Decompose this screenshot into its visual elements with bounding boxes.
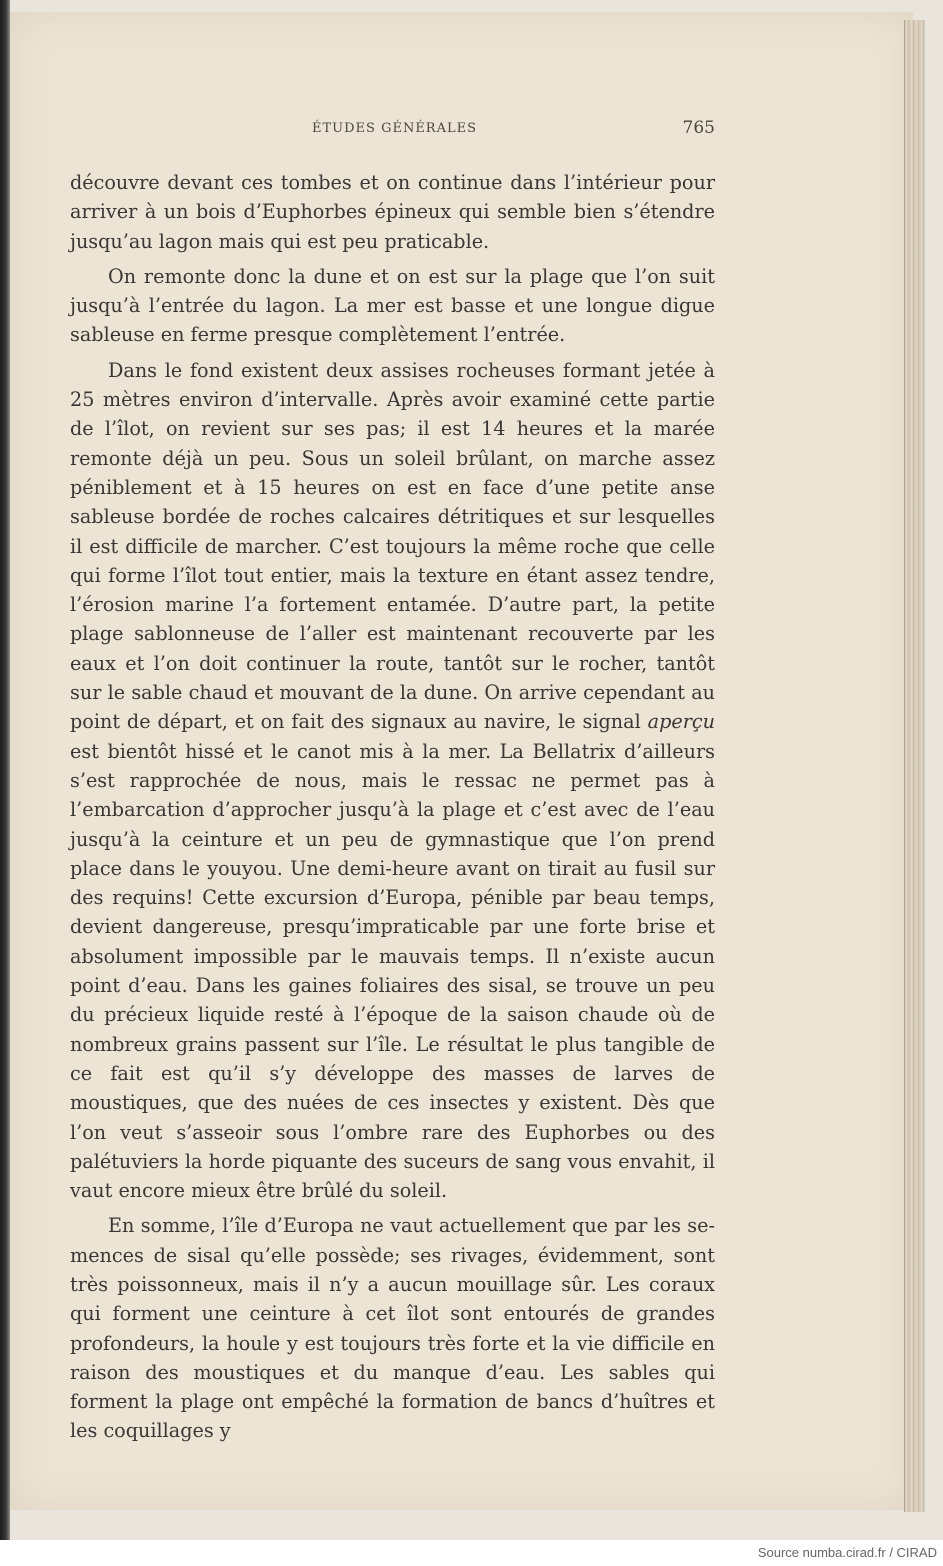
page-number: 765 bbox=[682, 118, 715, 138]
paragraph-3 bbox=[70, 356, 715, 1206]
source-credit: Source numba.cirad.fr / CIRAD bbox=[757, 1545, 937, 1560]
paragraph-3-part-a: Dans le fond existent deux assises rocheuses formant jetée à 25 mètres environ d’intervalle. Après avoir examiné cette partie de l’îlot, on revient sur ses pas; il est 14 heures et la marée remonte déjà un peu. Sous un soleil brûlant, on marche assez péniblement et à 15 heures on est en face d’une petite anse sableuse bordée de roches calcaires détritiques et sur lesquelles il est difficile de marcher. C’est toujours la même roche que celle qui forme l’îlot tout entier, mais la texture en étant assez tendre, l’érosion marine l’a fortement entamée. D’autre part, la petite plage sablonneuse de l’aller est maintenant recouverte par les eaux et l’on doit continuer la route, tantôt sur le rocher, tantôt sur le sable chaud et mouvant de la dune. On arrive cependant au point de départ, et on fait des signaux au navire, le signal bbox=[70, 358, 715, 734]
book-binding-edge bbox=[0, 0, 10, 1540]
paragraph-1: découvre devant ces tombes et on continue dans l’intérieur pour arriver à un bois d’Euphorbes épineux qui semble bien s’étendre jusqu’au lagon mais qui est peu praticable. bbox=[70, 171, 715, 253]
body-text bbox=[70, 168, 715, 1446]
paragraph-2: On remonte donc la dune et on est sur la plage que l’on suit jusqu’à l’entrée du lagon. La mer est basse et une longue digue sableuse en ferme presque complètement l’entrée. bbox=[70, 264, 715, 347]
paragraph-4: En somme, l’île d’Europa ne vaut actuellement que par les semences de sisal qu’elle possède; ses rivages, évidemment, sont très poissonneux, mais il n’y a aucun mouillage sûr. Les coraux qui forment une ceinture à cet îlot sont entourés de grandes profondeurs, la houle y est toujours très forte et la vie difficile en raison des moustiques et du manque d’eau. Les sables qui forment la plage ont empêché la formation de bancs d’huîtres et les coquillages y bbox=[70, 1214, 715, 1443]
paragraph-3-italic: aperçu bbox=[647, 710, 715, 734]
page-header bbox=[70, 118, 715, 146]
running-head: ÉTUDES GÉNÉRALES bbox=[312, 121, 478, 136]
paragraph-3-part-b: est bientôt hissé et le canot mis à la mer. La Bellatrix d’ailleurs s’est rapprochée de nous, mais le ressac ne permet pas à l’embarcation d’approcher jusqu’à la plage et c’est avec de l’eau jusqu’à la ceinture et un peu de gymnastique que l’on prend place dans le youyou. Une demi-heure avant on tirait au fusil sur des requins! Cette excursion d’Europa, pénible par beau temps, devient dangereuse, presqu’impraticable par une forte brise et absolument impossible par le mauvais temps. Il n’existe aucun point d’eau. Dans les gaines foliaires des sisal, se trouve un peu du précieux liquide resté à l’époque de la saison chaude où de nombreux grains passent sur l’île. Le résultat le plus tangible de ce fait est qu’il s’y développe des masses de larves de moustiques, que des nuées de ces insectes y existent. Dès que l’on veut s’asseoir sous l’ombre rare des Euphorbes ou des palétuviers la horde piquante des suceurs de sang vous envahit, il vaut encore mieux être brûlé du soleil. bbox=[70, 739, 715, 1203]
page-stack-edge bbox=[904, 20, 925, 1512]
